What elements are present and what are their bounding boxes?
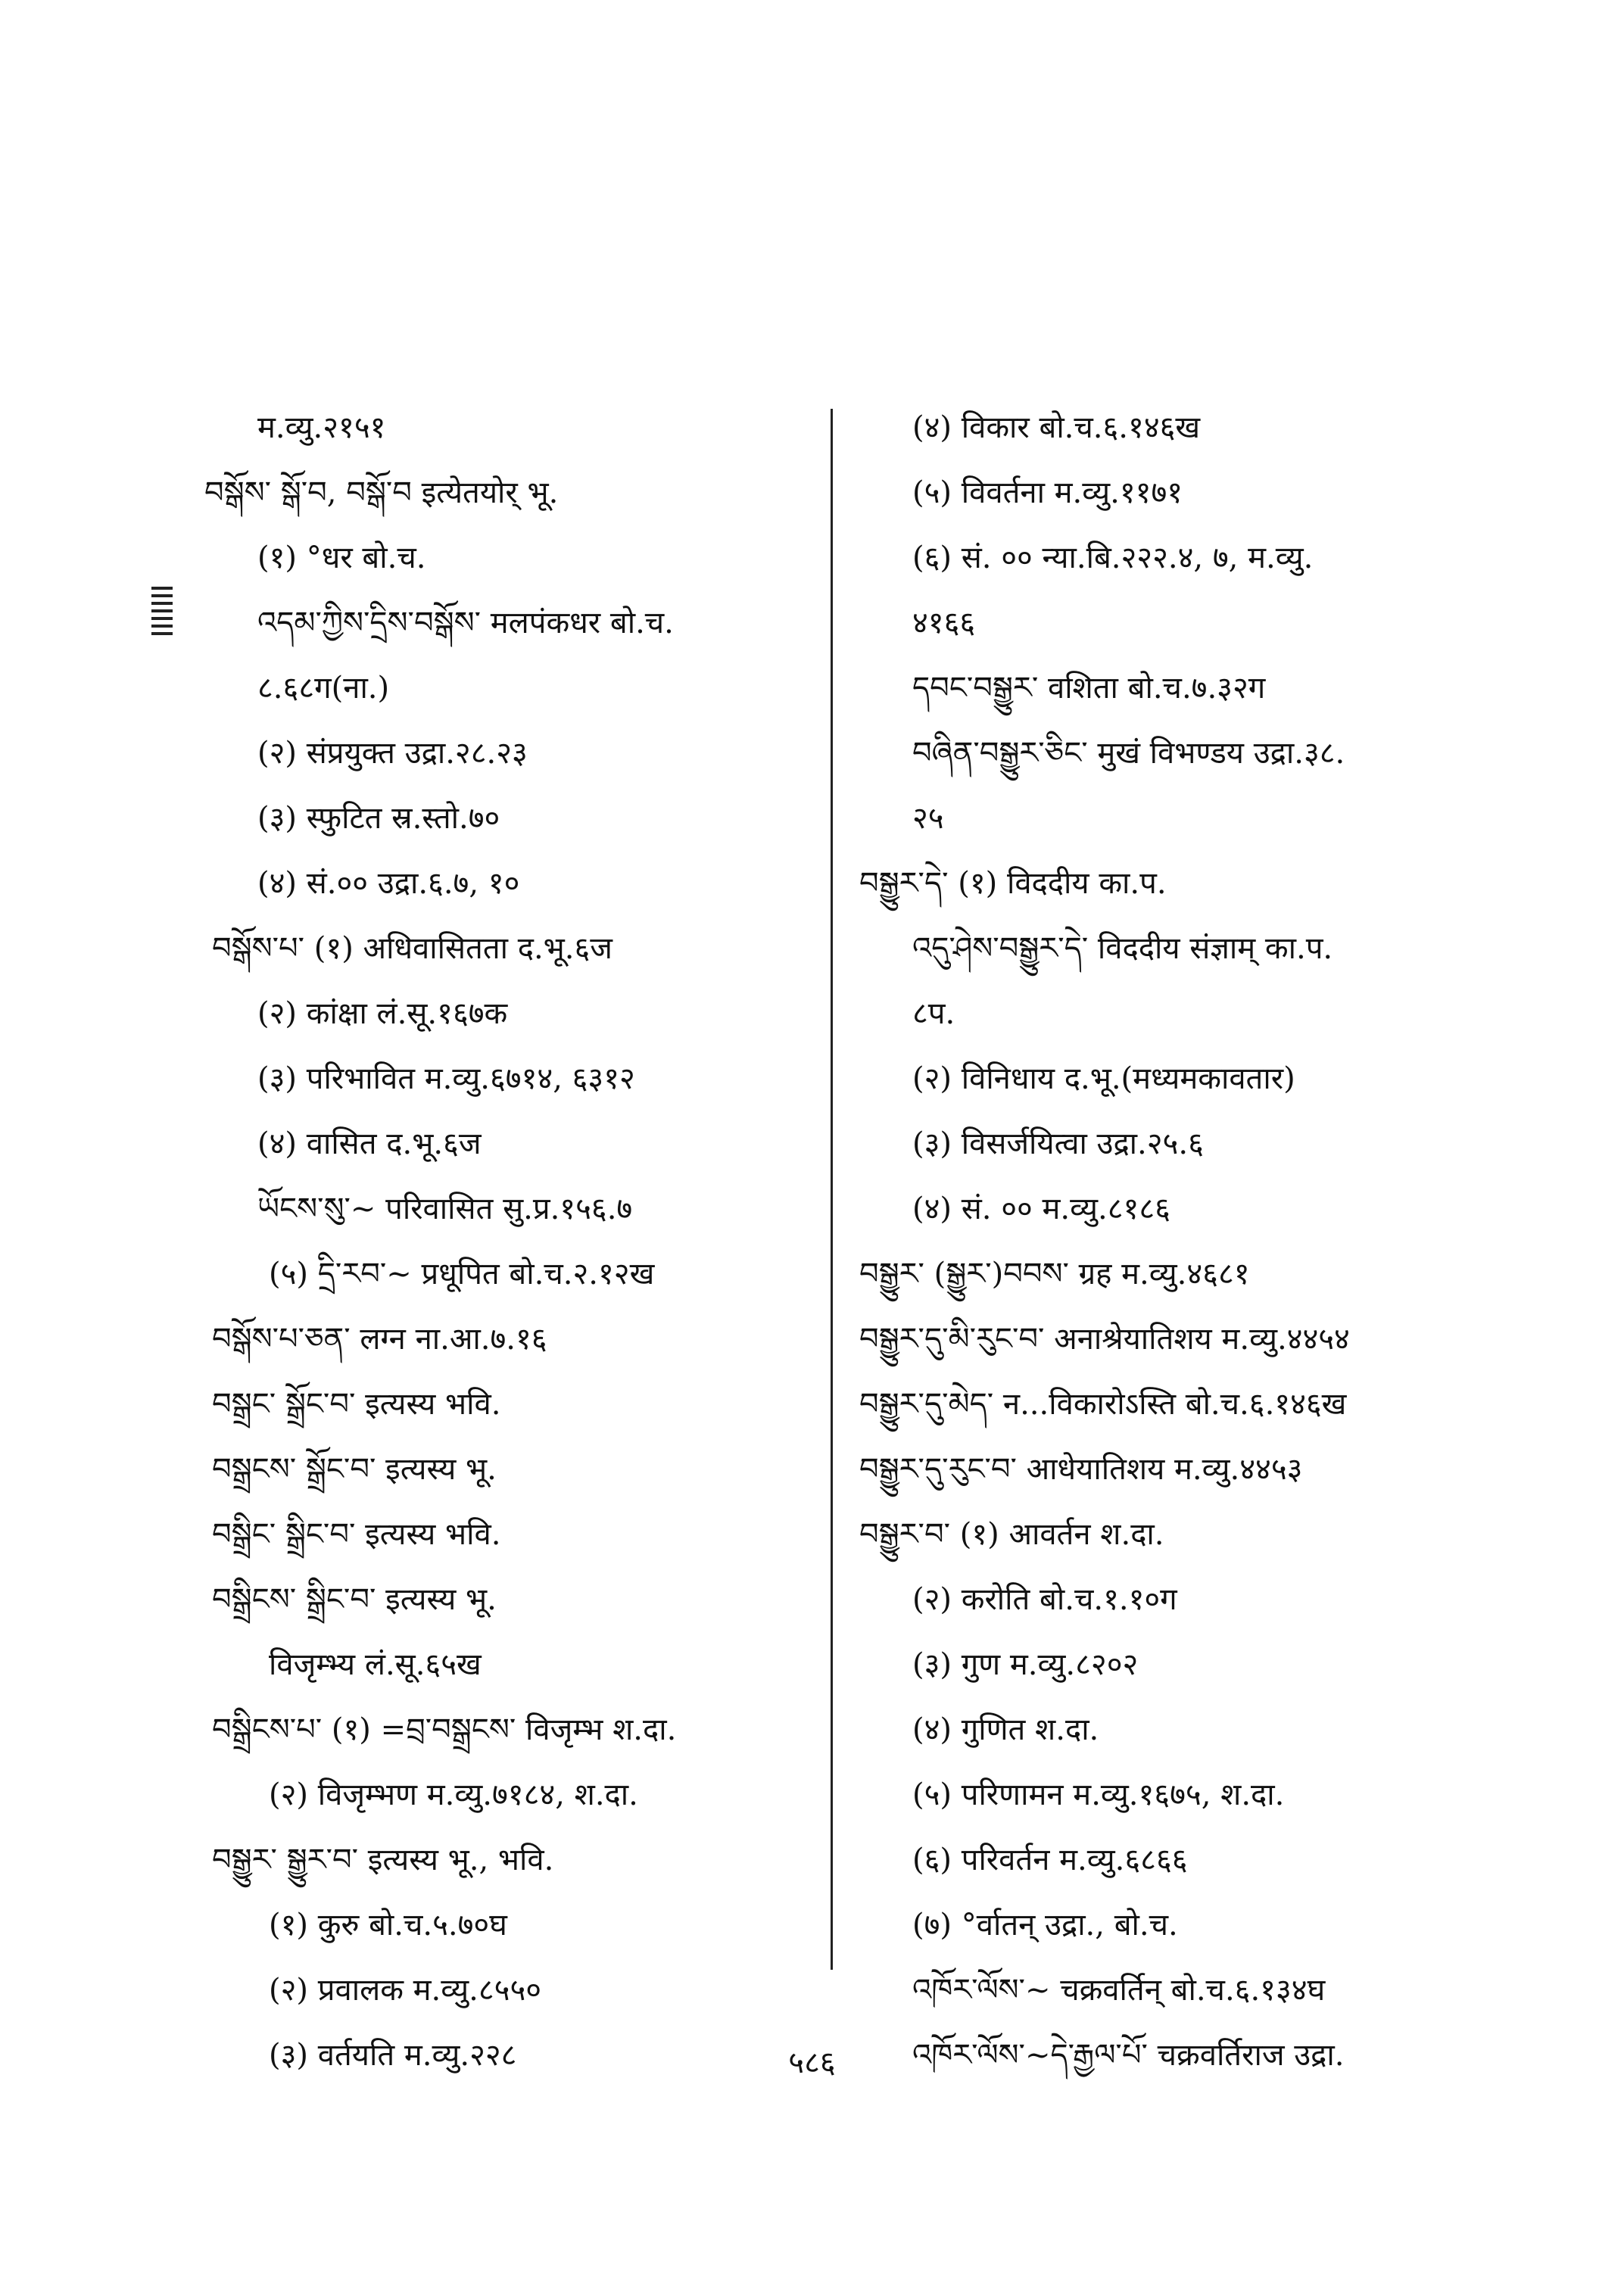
page-number: ५८६: [788, 2045, 836, 2080]
entry-line: བཞིན་བསྒྱུར་ཅིང་ मुखं विभण्डय उद्रा.३८.: [912, 736, 1345, 771]
entry-line: བསྒྱུར་ (སྒྱུར་)བབས་ ग्रह म.व्यु.४६८१: [859, 1257, 1250, 1291]
entry-line: विजृम्भ्य लं.सू.६५ख: [269, 1647, 482, 1682]
entry-line: (२) विजृम्भण म.व्यु.७१८४, श.दा.: [269, 1777, 638, 1812]
entry-line: (२) संप्रयुक्त उद्रा.२८.२३: [257, 736, 528, 771]
entry-line: (५) དྲི་རབ་~ प्रधूपित बो.च.२.१२ख: [269, 1257, 655, 1291]
entry-line: འདམ་ཀྱིས་དྲིས་བསྒོས་ मलपंकधर बो.च.: [257, 606, 674, 640]
entry-line: (१) कुरु बो.च.५.७०घ: [269, 1908, 507, 1943]
entry-line: བསྒྱུར་དུ་མི་རུང་བ་ अनाश्रेयातिशय म.व्यु.४४५४: [859, 1322, 1350, 1357]
entry-line: (४) सं. ०० म.व्यु.८१८६: [912, 1192, 1170, 1226]
entry-line: བསྒོས་ སྒོ་བ, བསྒོ་བ इत्येतयोर् भू.: [204, 475, 559, 510]
entry-line: བསྒྱུར་ སྒྱུར་བ་ इत्यस्य भू., भवि.: [212, 1843, 554, 1877]
entry-line: (५) परिणामन म.व्यु.१६७५, श.दा.: [912, 1777, 1285, 1812]
entry-line: ८.६८ग(ना.): [257, 671, 390, 706]
entry-line: བསྒྲིངས་པ་ (१) =བྲ་བསྒྲངས་ विजृम्भ श.दा.: [212, 1712, 677, 1747]
entry-line: (२) कांक्षा लं.सू.१६७क: [257, 996, 508, 1031]
entry-line: (२) करोति बो.च.१.१०ग: [912, 1582, 1177, 1617]
entry-line: དབང་བསྒྱུར་ वशिता बो.च.७.३२ग: [912, 671, 1266, 706]
entry-line: ४१६६: [912, 606, 976, 640]
column-divider: [831, 409, 833, 1970]
entry-line: བསྒྱུར་དེ་ (१) विददीय का.प.: [859, 866, 1167, 901]
entry-line: ८प.: [912, 996, 955, 1031]
entry-line: २५: [912, 801, 944, 836]
entry-line: (३) वर्तयति म.व्यु.२२८: [269, 2038, 517, 2073]
entry-line: འཁོར་ལོས་~དེ་རྒྱལ་པོ་ चक्रवर्तिराज उद्रा.: [912, 2038, 1345, 2073]
entry-line: བསྒྱུར་དུ་རུང་བ་ आधेयातिशय म.व्यु.४४५३: [859, 1452, 1303, 1487]
entry-line: (३) विसर्जयित्वा उद्रा.२५.६: [912, 1126, 1204, 1161]
entry-line: བསྒྱུར་དུ་མེད་ न...विकारोऽस्ति बो.च.६.१४६ख: [859, 1387, 1347, 1422]
entry-line: (३) स्फुटित स्र.स्तो.७०: [257, 801, 500, 836]
entry-line: (३) परिभावित म.व्यु.६७१४, ६३१२: [257, 1061, 635, 1096]
entry-line: བསྒྲིངས་ སྒྲིང་བ་ इत्यस्य भू.: [212, 1582, 497, 1617]
margin-marker: [151, 587, 173, 640]
entry-line: (४) गुणित श.दा.: [912, 1712, 1099, 1747]
entry-line: (१) °धर बो.च.: [257, 541, 426, 575]
entry-line: འཁོར་ལོས་~ चक्रवर्तिन् बो.च.६.१३४घ: [912, 1973, 1326, 2008]
entry-line: म.व्यु.२१५१: [257, 410, 386, 445]
entry-line: (७) °र्वातन् उद्रा., बो.च.: [912, 1908, 1178, 1943]
entry-line: འདུ་ཤེས་བསྒྱུར་དེ་ विददीय संज्ञाम् का.प.: [912, 931, 1333, 966]
entry-line: བསྒོས་པ་ (१) अधिवासितता द.भू.६ज: [212, 931, 613, 966]
entry-line: བསྒྲང་ སྒྲོང་བ་ इत्यस्य भवि.: [212, 1387, 501, 1422]
entry-line: བསྒྱུར་བ་ (१) आवर्तन श.दा.: [859, 1517, 1164, 1552]
entry-line: (२) प्रवालक म.व्यु.८५५०: [269, 1973, 542, 2008]
entry-line: ཡོངས་སུ་~ परिवासित सु.प्र.१५६.७: [257, 1192, 633, 1226]
entry-line: བསྒོས་པ་ཅན་ लग्न ना.आ.७.१६: [212, 1322, 547, 1357]
entry-line: བསྒྲངས་ སྒྲོང་བ་ इत्यस्य भू.: [212, 1452, 497, 1487]
entry-line: (२) विनिधाय द.भू.(मध्यमकावतार): [912, 1061, 1295, 1096]
entry-line: (५) विवर्तना म.व्यु.११७१: [912, 475, 1183, 510]
entry-line: (४) वासित द.भू.६ज: [257, 1126, 482, 1161]
entry-line: (३) गुण म.व्यु.८२०२: [912, 1647, 1139, 1682]
entry-line: (६) सं. ०० न्या.बि.२२२.४, ७, म.व्यु.: [912, 541, 1314, 575]
entry-line: (६) परिवर्तन म.व्यु.६८६६: [912, 1843, 1188, 1877]
entry-line: (४) सं.०० उद्रा.६.७, १०: [257, 866, 520, 901]
entry-line: (४) विकार बो.च.६.१४६ख: [912, 410, 1201, 445]
entry-line: བསྒྲིང་ སྒྲིང་བ་ इत्यस्य भवि.: [212, 1517, 501, 1552]
